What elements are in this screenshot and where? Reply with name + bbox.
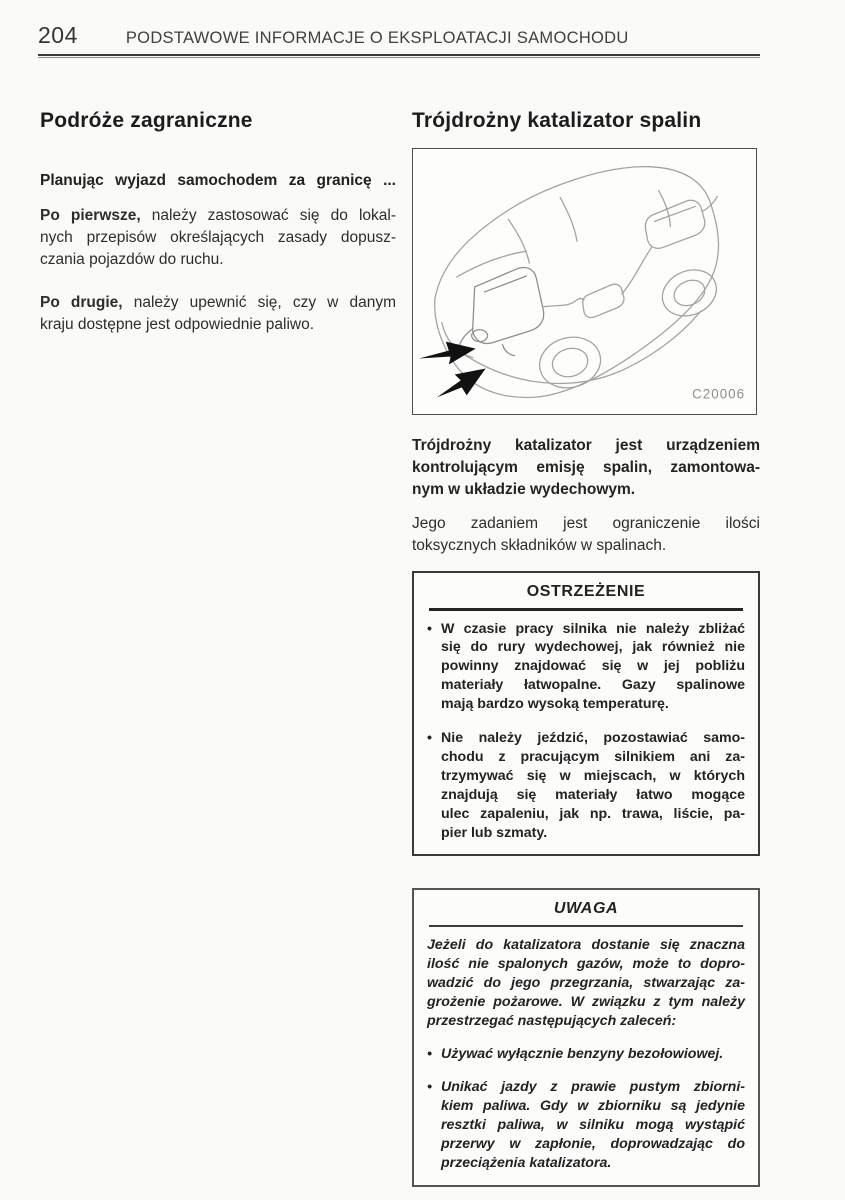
- catalyst-bold-description: Trójdrożny katalizator jest urządzeniem kontrolującym emisję spalin, zamontowa- nym w układzie wydechowym.: [412, 437, 760, 498]
- note-bullet-item: [427, 1078, 745, 1173]
- note-bullet-item: [427, 1045, 745, 1064]
- bullet-icon: •: [427, 620, 432, 637]
- warning-bullet-item: [427, 620, 745, 715]
- pointer-arrows-icon: [419, 342, 486, 398]
- note-intro: Jeżeli do katalizatora dostanie się znaczna ilość nie spalonych gazów, może to dopro- wadzić do jego przegrzania, stwarzając za- grożenie pożarowe. W związku z tym należy przestrzegać następujących zaleceń:: [427, 936, 745, 1029]
- note-box: [412, 888, 760, 1186]
- warning-rule: [429, 608, 743, 611]
- bullet-lines: Unikać jazdy z prawie pustym zbiorni- kiem paliwa. Gdy w zbiorniku są jedynie resztki paliwa, w silniku mogą wystąpić przerwy w zapłonie, doprowadzając do przeciążenia katalizatora.: [441, 1079, 745, 1172]
- paragraph-second: [40, 292, 396, 336]
- paragraph-lines: nych przepisów określających zasady dopusz- czania pojazdów do ruchu.: [40, 229, 396, 268]
- paragraph-lines: kraju dostępne jest odpowiednie paliwo.: [40, 316, 315, 333]
- figure-code: C20006: [692, 386, 746, 402]
- bullet-lines: W czasie pracy silnika nie należy zbliżać się do rury wydechowej, jak również nie powinny znajdować się w jej pobliżu materiały łatwopalne. Gazy spalinowe mają bardzo wysoką temperaturę.: [441, 620, 745, 713]
- warning-bullet-item: [427, 729, 745, 842]
- note-rule: [429, 925, 743, 927]
- lead-text: Po drugie,: [40, 294, 134, 311]
- lead-text: Po pierwsze,: [40, 207, 152, 224]
- bullet-icon: •: [427, 1045, 432, 1062]
- bullet-icon: •: [427, 1079, 432, 1096]
- bullet-icon: •: [427, 730, 432, 747]
- bullet-lines: Używać wyłącznie benzyny bezołowiowej.: [441, 1045, 724, 1062]
- catalyst-description: Jego zadaniem jest ograniczenie ilości toksycznych składników w spalinach.: [412, 515, 760, 554]
- catalyst-figure: [412, 148, 757, 415]
- bullet-lines: Nie należy jeździć, pozostawiać samo- chodu z pracującym silnikiem ani za- trzymywać się w miejscach, w których znajdują się materiały łatwo mogące ulec zapaleniu, jak np. trawa, liście, pa- pier lub szmaty.: [441, 730, 745, 841]
- heading-catalyst: Trójdrożny katalizator spalin: [412, 109, 702, 132]
- warning-box: [412, 571, 760, 856]
- header-rule: [38, 54, 760, 58]
- note-title: UWAGA: [553, 900, 619, 918]
- paragraph-first: [40, 205, 396, 271]
- page-header: [38, 22, 760, 58]
- page-number: 204: [38, 22, 78, 48]
- first-line-text: należy zastosować się do lokal-: [151, 207, 396, 224]
- warning-title: OSTRZEŻENIE: [526, 583, 646, 600]
- heading-foreign-travel: Podróże zagraniczne: [40, 109, 253, 132]
- car-underside-illustration: [413, 149, 756, 414]
- right-column: [412, 108, 760, 1187]
- first-line-text: należy upewnić się, czy w danym: [133, 294, 397, 311]
- section-title: PODSTAWOWE INFORMACJE O EKSPLOATACJI SAMOCHODU: [125, 29, 629, 47]
- left-column: [40, 108, 396, 357]
- intro-line: Planując wyjazd samochodem za granicę ...: [40, 172, 396, 189]
